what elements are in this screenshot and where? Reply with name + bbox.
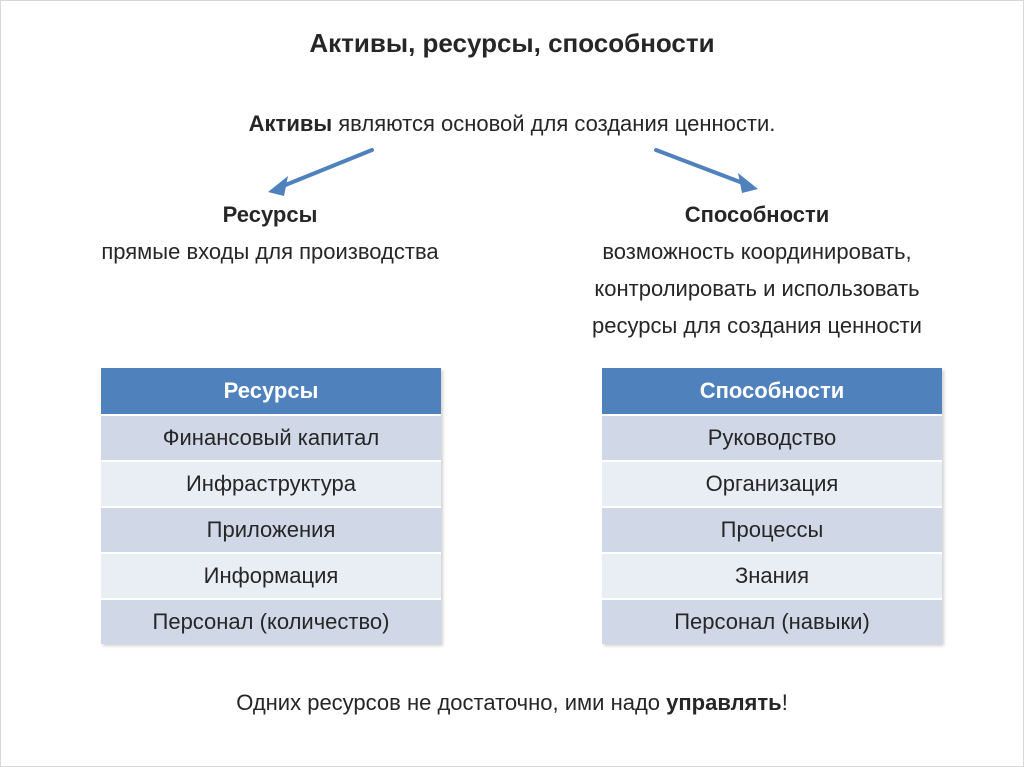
table-row: Финансовый капитал <box>101 414 441 460</box>
footer-text <box>0 690 1024 716</box>
capabilities-block <box>522 196 992 344</box>
resources-table-header: Ресурсы <box>101 368 441 414</box>
subtitle-rest: являются основой для создания ценности. <box>332 111 776 136</box>
footer-bold: управлять <box>666 690 782 715</box>
table-row: Приложения <box>101 506 441 552</box>
table-row: Процессы <box>602 506 942 552</box>
subtitle-bold: Активы <box>248 111 333 136</box>
capabilities-heading: Способности <box>684 202 830 227</box>
capabilities-table-header: Способности <box>602 368 942 414</box>
capabilities-table <box>602 368 942 644</box>
resources-description: прямые входы для производства <box>101 239 439 264</box>
subtitle <box>0 111 1024 137</box>
table-row: Инфраструктура <box>101 460 441 506</box>
table-row: Персонал (навыки) <box>602 598 942 644</box>
table-row: Руководство <box>602 414 942 460</box>
arrow-down-left-icon <box>268 150 372 196</box>
table-row: Организация <box>602 460 942 506</box>
table-row: Информация <box>101 552 441 598</box>
resources-block <box>40 196 500 270</box>
table-row: Персонал (количество) <box>101 598 441 644</box>
resources-table <box>101 368 441 644</box>
table-row: Знания <box>602 552 942 598</box>
capabilities-description-line: ресурсы для создания ценности <box>592 313 922 338</box>
slide-title: Активы, ресурсы, способности <box>309 28 715 58</box>
resources-heading: Ресурсы <box>222 202 318 227</box>
capabilities-description-line: контролировать и использовать <box>594 276 920 301</box>
arrow-down-right-icon <box>656 150 758 193</box>
capabilities-description-line: возможность координировать, <box>602 239 912 264</box>
footer-after: ! <box>781 690 788 715</box>
footer-before: Одних ресурсов не достаточно, ими надо <box>236 690 667 715</box>
